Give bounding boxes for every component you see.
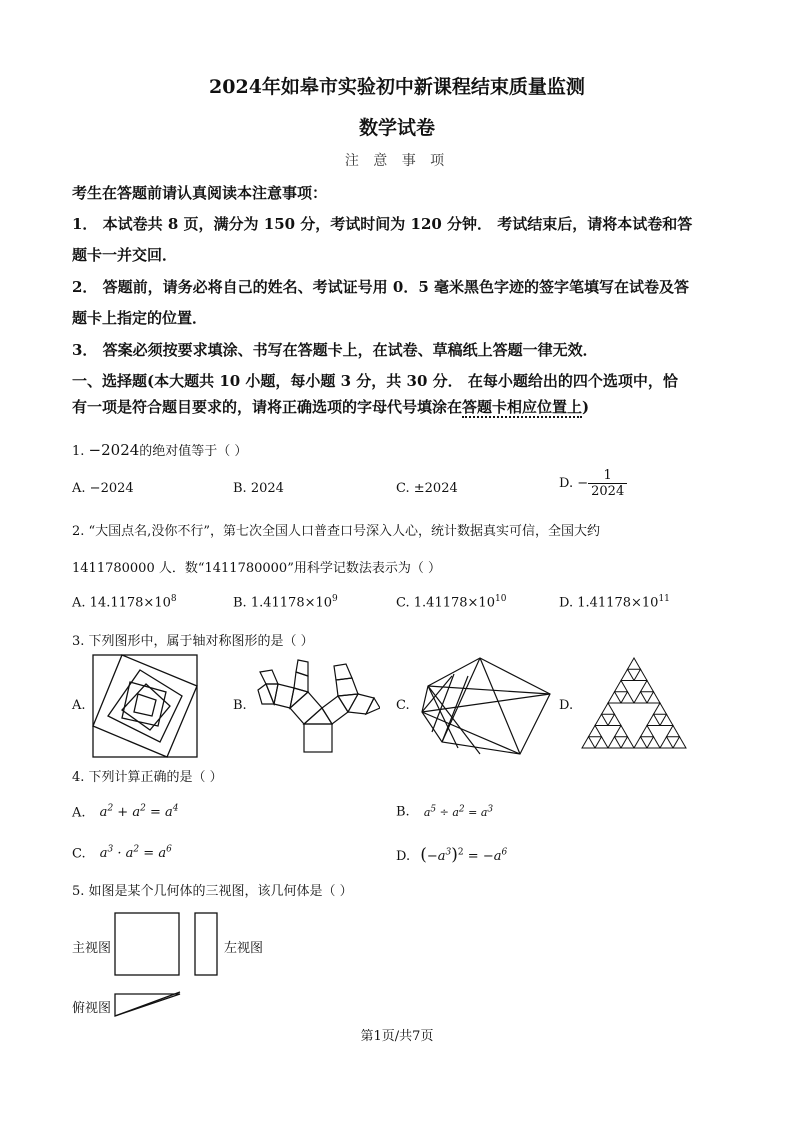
- exam-subtitle: 数学试卷: [358, 117, 435, 139]
- q5-top-view-label: 俯视图: [72, 1001, 112, 1016]
- q2-stem-line2: 1411780000 人．数“1411780000”用科学记数法表示为（ ）: [72, 561, 441, 576]
- q5-front-view-square: [114, 912, 182, 978]
- q1-option-a[interactable]: [72, 481, 134, 496]
- option-value: −2024: [89, 481, 134, 496]
- q4-d-expression: $(-a^3)^2 = -a^6$: [420, 845, 508, 865]
- q4-option-a[interactable]: [72, 804, 178, 820]
- q5-front-view-label: 主视图: [72, 941, 112, 956]
- option-label: C.: [72, 846, 86, 862]
- notice-heading: 注 意 事 项: [344, 153, 450, 169]
- fraction-numerator: 1: [588, 468, 627, 484]
- option-label: C.: [396, 481, 410, 496]
- q2-stem-line1: 2. “大国点名,没你不行”，第七次全国人口普查口号深入人心，统计数据真实可信，全国大约: [72, 524, 600, 539]
- instruction-2-line2: 题卡上指定的位置．: [72, 309, 208, 327]
- q1-expression: −2024: [88, 441, 140, 459]
- q5-stem: 5. 如图是某个几何体的三视图，该几何体是（ ）: [72, 884, 353, 899]
- q4-stem: 4. 下列计算正确的是（ ）: [72, 770, 223, 785]
- q5-side-view-rectangle: [194, 912, 220, 978]
- q1-d-fraction: [588, 468, 627, 499]
- fraction-denominator: 2024: [591, 484, 625, 499]
- q4-c-expression: $a^3 \cdot a^2 = a^6$: [99, 845, 172, 862]
- option-label: D.: [559, 595, 574, 611]
- instruction-2-line1: 2． 答题前，请务必将自己的姓名、考试证号用 0．5 毫米黑色字迹的签字笔填写在试卷及答: [72, 278, 689, 296]
- q3-option-b-label[interactable]: B.: [233, 698, 247, 713]
- q1-option-c[interactable]: [396, 481, 458, 496]
- q1-option-b[interactable]: [233, 481, 284, 496]
- section1-heading-line2: [72, 396, 589, 417]
- option-base: 1.41178×10: [250, 595, 333, 611]
- option-sign: −: [577, 476, 589, 491]
- q2-option-a[interactable]: [72, 594, 177, 610]
- option-exponent: 9: [332, 594, 338, 604]
- q4-b-expression: $a^5 \div a^2 = a^3$: [423, 804, 494, 819]
- q1-option-d[interactable]: [559, 468, 627, 499]
- q5-side-view-label: 左视图: [224, 941, 264, 956]
- exam-title: 2024年如皋市实验初中新课程结束质量监测: [209, 76, 585, 98]
- q4-option-d[interactable]: [396, 845, 507, 865]
- section1-heading-line1: 一、选择题(本大题共 10 小题，每小题 3 分，共 30 分． 在每小题给出的四个选项中，恰: [72, 372, 678, 390]
- q1-number: 1.: [72, 444, 85, 459]
- q3-stem: 3. 下列图形中，属于轴对称图形的是（ ）: [72, 634, 314, 649]
- option-label: B.: [233, 481, 247, 496]
- q3-option-c-label[interactable]: C.: [396, 698, 410, 713]
- q1-stem: [72, 440, 247, 459]
- q3-figure-a-nested-squares: [92, 654, 198, 758]
- option-label: B.: [396, 804, 410, 820]
- q3-option-a-label[interactable]: A.: [72, 698, 86, 713]
- option-label: D.: [559, 476, 574, 491]
- option-value: 2024: [250, 481, 284, 496]
- q4-option-c[interactable]: [72, 845, 172, 861]
- q4-a-expression: $a^2 + a^2 = a^4$: [99, 804, 179, 821]
- option-exponent: 8: [170, 594, 177, 604]
- instructions-intro: 考生在答题前请认真阅读本注意事项：: [72, 184, 328, 202]
- instruction-1-line2: 题卡一并交回．: [72, 246, 178, 264]
- option-exponent: 11: [658, 594, 670, 604]
- q2-option-b[interactable]: [233, 594, 338, 610]
- option-label: A.: [72, 481, 86, 496]
- option-label: B.: [233, 595, 247, 611]
- instruction-3: 3． 答案必须按要求填涂、书写在答题卡上，在试卷、草稿纸上答题一律无效．: [72, 341, 598, 359]
- q2-option-d[interactable]: [559, 594, 670, 610]
- q5-top-view-triangle: [114, 990, 182, 1018]
- instruction-1-line1: 1． 本试卷共 8 页，满分为 150 分，考试时间为 120 分钟． 考试结束后，请将本试卷和答: [72, 215, 693, 233]
- q3-figure-d-sierpinski-triangle: [580, 656, 688, 750]
- q3-figure-c-triangles: [418, 656, 552, 756]
- option-base: 14.1178×10: [89, 595, 171, 611]
- option-base: 1.41178×10: [413, 595, 495, 611]
- option-label: A.: [72, 805, 86, 821]
- option-exponent: 10: [494, 594, 507, 604]
- section1-heading-text: 有一项是符合题目要求的，请将正确选项的字母代号填涂在: [72, 398, 463, 416]
- q2-option-c[interactable]: [396, 594, 506, 610]
- q3-figure-b-pythagoras-tree: [256, 658, 380, 756]
- option-label: D.: [396, 849, 411, 864]
- q1-stem-text: 的绝对值等于（ ）: [139, 444, 248, 459]
- q3-option-d-label[interactable]: D.: [559, 698, 574, 713]
- section1-heading-close: ): [582, 398, 590, 416]
- q4-option-b[interactable]: [396, 804, 493, 820]
- page-footer: 第1页/共7页: [360, 1029, 434, 1044]
- section1-emphasis: 答题卡相应位置上: [462, 398, 583, 416]
- option-base: 1.41178×10: [577, 595, 659, 611]
- option-value: ±2024: [413, 481, 458, 496]
- option-label: A.: [72, 595, 86, 611]
- option-label: C.: [396, 595, 410, 611]
